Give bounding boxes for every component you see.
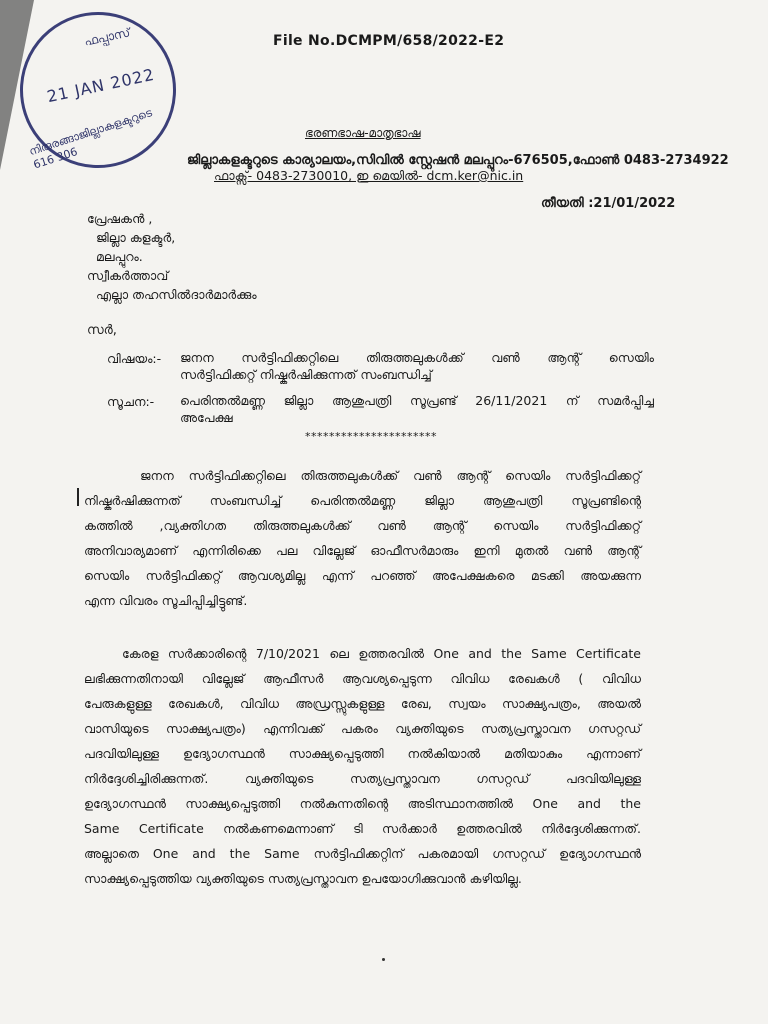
contact-line: ഫാക്സ്- 0483-2730010, ഇ മെയിൽ- dcm.ker@nic.in bbox=[214, 168, 524, 183]
reference-word: ജില്ലാ bbox=[283, 393, 314, 408]
paragraph-line: ജനന സർട്ടിഫിക്കറ്റിലെ തിരുത്തലുകൾക്ക് വൺ ആന്റ് സെയിം സർട്ടിഫിക്കറ്റ് bbox=[140, 468, 641, 483]
letter-date: തീയതി :21/01/2022 bbox=[541, 196, 676, 211]
subject-line-2: സർട്ടിഫിക്കറ്റ് നിഷ്കർഷിക്കുന്നത് സംബന്ധിച്ച് bbox=[180, 367, 432, 382]
file-number: File No.DCMPM/658/2022-E2 bbox=[273, 33, 505, 49]
reference-word: പെരിന്തൽമണ്ണ bbox=[180, 393, 265, 408]
reference-word: ന് bbox=[565, 393, 579, 408]
subject-word: സെയിം bbox=[608, 350, 654, 365]
paragraph-line: സെയിം സർട്ടിഫിക്കറ്റ് ആവശ്യമില്ല എന്ന് പറഞ്ഞ് അപേക്ഷകരെ മടക്കി അയക്കുന്ന bbox=[84, 568, 641, 583]
paragraph-line: എന്ന വിവരം സൂചിപ്പിച്ചിട്ടുണ്ട്. bbox=[84, 593, 248, 608]
paragraph-line: പേരുകളുള്ള രേഖകൾ, വിവിധ അഡ്രസ്സുകളുള്ള രേഖ, സ്വയം സാക്ഷ്യപത്രം, അയൽ bbox=[84, 696, 641, 711]
paragraph-line: അനിവാര്യമാണ് എന്നിരിക്കെ പല വില്ലേജ് ഓഫീസർമാരും ഇനി മുതൽ വൺ ആന്റ് bbox=[84, 543, 641, 558]
language-heading: ഭരണഭാഷ-മാതൃഭാഷ bbox=[305, 126, 421, 140]
reference-word: സൂപ്രണ്ട് bbox=[409, 393, 457, 408]
paragraph-line: ഉദ്യോഗസ്ഥൻ സാക്ഷ്യപ്പെടുത്തി നൽകുന്നതിന്റെ അടിസ്ഥാനത്തിൽ One and the bbox=[84, 796, 641, 811]
paragraph-line: നിഷ്കർഷിക്കുന്നത് സംബന്ധിച്ച് പെരിന്തൽമണ്ണ ജില്ലാ ആശുപത്രി സൂപ്രണ്ടിന്റെ bbox=[84, 493, 641, 508]
stray-dot bbox=[382, 958, 385, 961]
salutation: സർ, bbox=[87, 323, 117, 338]
recipient-line-1: എല്ലാ തഹസിൽദാർമാർക്കും bbox=[96, 287, 257, 302]
reference-label: സൂചന:- bbox=[107, 394, 155, 409]
subject-word: ജനന bbox=[180, 350, 214, 365]
paragraph-line: പദവിയിലുള്ള ഉദ്യോഗസ്ഥൻ സാക്ഷ്യപ്പെടുത്തി നൽകിയാൽ മതിയാകും എന്നാണ് bbox=[84, 746, 641, 761]
paragraph-line: കത്തിൽ ,വ്യക്തിഗത തിരുത്തലുകൾക്ക് വൺ ആന്റ് സെയിം സർട്ടിഫിക്കറ്റ് bbox=[84, 518, 641, 533]
paragraph-line: അല്ലാതെ One and the Same സർട്ടിഫിക്കറ്റിന് പകരമായി ഗസറ്റഡ് ഉദ്യോഗസ്ഥൻ bbox=[84, 846, 641, 861]
subject-word: ആന്റ് bbox=[547, 350, 582, 365]
recipient-label: സ്വീകർത്താവ് bbox=[87, 268, 169, 283]
reference-line-2: അപേക്ഷ bbox=[180, 410, 233, 425]
reference-word: ആശുപത്രി bbox=[331, 393, 392, 408]
sender-line-2: മലപ്പുറം. bbox=[96, 249, 143, 264]
paragraph-2 bbox=[84, 641, 641, 891]
reference-line-1 bbox=[180, 393, 654, 418]
seal-bottom-text: നിരുരങ്ങാജില്ലാകളക്ടറുടെ 616 306 bbox=[27, 106, 154, 172]
office-address: ജില്ലാകളക്ടറുടെ കാര്യാലയം,സിവിൽ സ്റ്റേഷൻ മലപ്പുറം-676505,ഫോൺ 0483-2734922 bbox=[187, 153, 729, 168]
paragraph-line: വാസിയുടെ സാക്ഷ്യപത്രം) എന്നിവക്ക് പകരം വ്യക്തിയുടെ സത്യപ്രസ്താവന ഗസറ്റഡ് bbox=[84, 721, 641, 736]
paragraph-line: നിർദ്ദേശിച്ചിരിക്കുന്നത്. വ്യക്തിയുടെ സത്യപ്രസ്താവന ഗസറ്റഡ് പദവിയിലുള്ള bbox=[84, 771, 641, 786]
paragraph-line: Same Certificate നൽകണമെന്നാണ് ടി സർക്കാർ ഉത്തരവിൽ നിർദ്ദേശിക്കുന്നത്. bbox=[84, 821, 641, 836]
sender-label: പ്രേഷകൻ , bbox=[87, 211, 153, 226]
seal-top-text: ഫപ്പാസ് bbox=[82, 25, 132, 49]
paragraph-line: ലഭിക്കുന്നതിനായി വില്ലേജ് ആഫീസർ ആവശ്യപ്പെടുന്ന വിവിധ രേഖകൾ ( വിവിധ bbox=[84, 671, 641, 686]
reference-word: 26/11/2021 bbox=[475, 393, 548, 408]
seal-date: 21 JAN 2022 bbox=[45, 64, 157, 107]
paragraph-1 bbox=[84, 463, 641, 613]
separator-line: ********************** bbox=[305, 430, 437, 443]
subject-label: വിഷയം:- bbox=[107, 351, 162, 366]
subject-word: തിരുത്തലുകൾക്ക് bbox=[365, 350, 464, 365]
paragraph-line: കേരള സർക്കാരിന്റെ 7/10/2021 ലെ ഉത്തരവിൽ One and the Same Certificate bbox=[122, 646, 641, 661]
reference-word: സമർപ്പിച്ച bbox=[597, 393, 654, 408]
subject-word: സർട്ടിഫിക്കറ്റിലെ bbox=[241, 350, 339, 365]
subject-word: വൺ bbox=[491, 350, 520, 365]
paragraph-line: സാക്ഷ്യപ്പെടുത്തിയ വ്യക്തിയുടെ സത്യപ്രസ്താവന ഉപയോഗിക്കുവാൻ കഴിയില്ല. bbox=[84, 871, 522, 886]
margin-mark bbox=[77, 488, 79, 506]
sender-line-1: ജില്ലാ കളക്ടർ, bbox=[96, 230, 176, 245]
